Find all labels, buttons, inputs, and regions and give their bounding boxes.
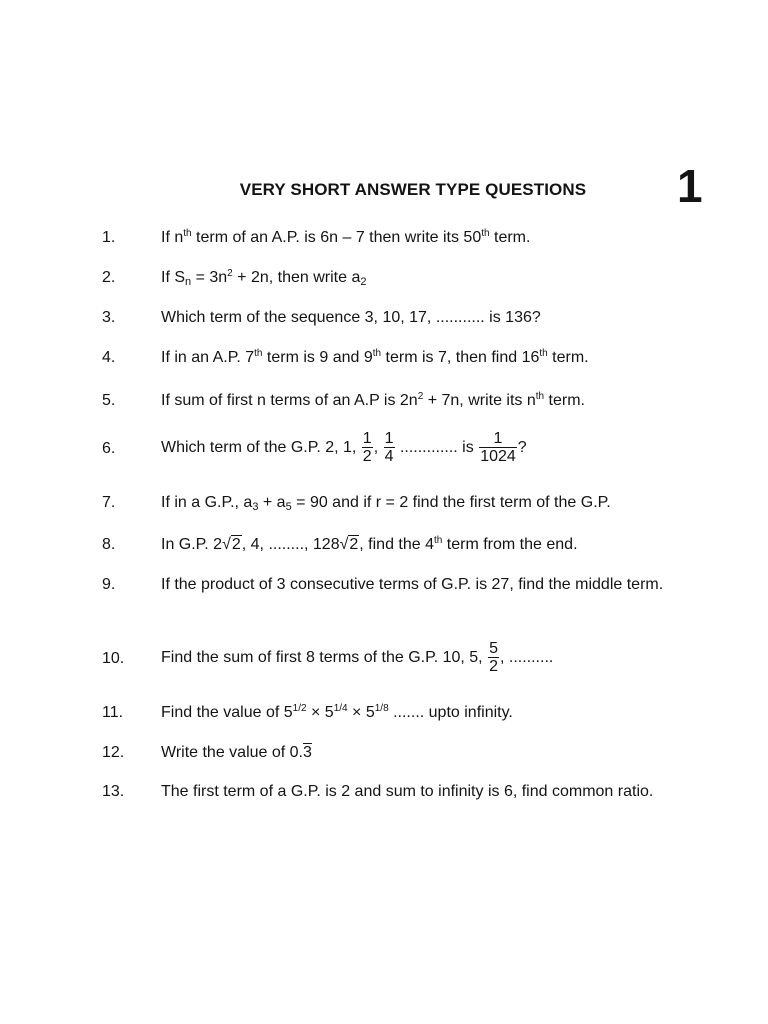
fraction: $\frac{1}{2}$ [362,430,372,466]
fraction: $\frac{1}{1024}$ [480,430,516,466]
question-number: 8. [102,536,116,553]
question-number: 13. [102,783,125,800]
question-text: If in a G.P., $a_3 + a_5 = 90$ and if r = 2 find the first term of the G.P. [161,494,611,513]
question-text: Find the sum of first 8 terms of the G.P. 10, 5, $\frac{5}{2}$ , .......... [161,640,554,676]
question-number: 7. [102,494,116,511]
question-number: 4. [102,349,116,366]
chapter-number: 1 [677,160,703,212]
question-number: 1. [102,229,116,246]
square-root: √2 [222,536,241,553]
recurring-digit: 3 [303,744,312,761]
question-text: If in an A.P. 7th term is 9 and 9th term is 7, then find 16th term. [161,348,589,366]
question-text: If $n^{th}$ term of an A.P. is 6n – 7 then write its 50th term. [161,228,531,246]
question-number: 2. [102,269,116,286]
question-text: If sum of first n terms of an A.P is $2n^2 + 7n$, write its $n^{th}$ term. [161,391,585,409]
question-text: Which term of the sequence 3, 10, 17, ........... is 136? [161,309,541,326]
fraction: $\frac{1}{4}$ [384,430,394,466]
question-text: In G.P. 2√2, 4, ........, 128√2, find the 4th term from the end. [161,535,578,553]
question-number: 10. [102,650,125,667]
question-text: The first term of a G.P. is 2 and sum to infinity is 6, find common ratio. [161,783,654,800]
square-root: √2 [339,536,359,553]
question-text: If $S_n = 3n^2 + 2n$, then write $a_2$ [161,268,367,288]
question-number: 5. [102,392,116,409]
question-text: Write the value of 0.3 [161,744,312,761]
fraction: $\frac{5}{2}$ [489,640,498,676]
page-title: VERY SHORT ANSWER TYPE QUESTIONS [239,180,587,199]
question-number: 12. [102,744,125,761]
question-number: 3. [102,309,116,326]
question-text: Which term of the G.P. 2, 1, $\frac{1}{2}$ , $\frac{1}{4}$ ............. is $\frac{1}{1024}$ ? [161,430,527,466]
question-text: If the product of 3 consecutive terms of G.P. is 27, find the middle term. [161,576,664,593]
question-number: 6. [102,440,116,457]
question-number: 9. [102,576,116,593]
question-text: Find the value of $5^{1/2} \times 5^{1/4} \times 5^{1/8}$ ....... upto infinity. [161,703,513,721]
question-number: 11. [102,704,124,721]
